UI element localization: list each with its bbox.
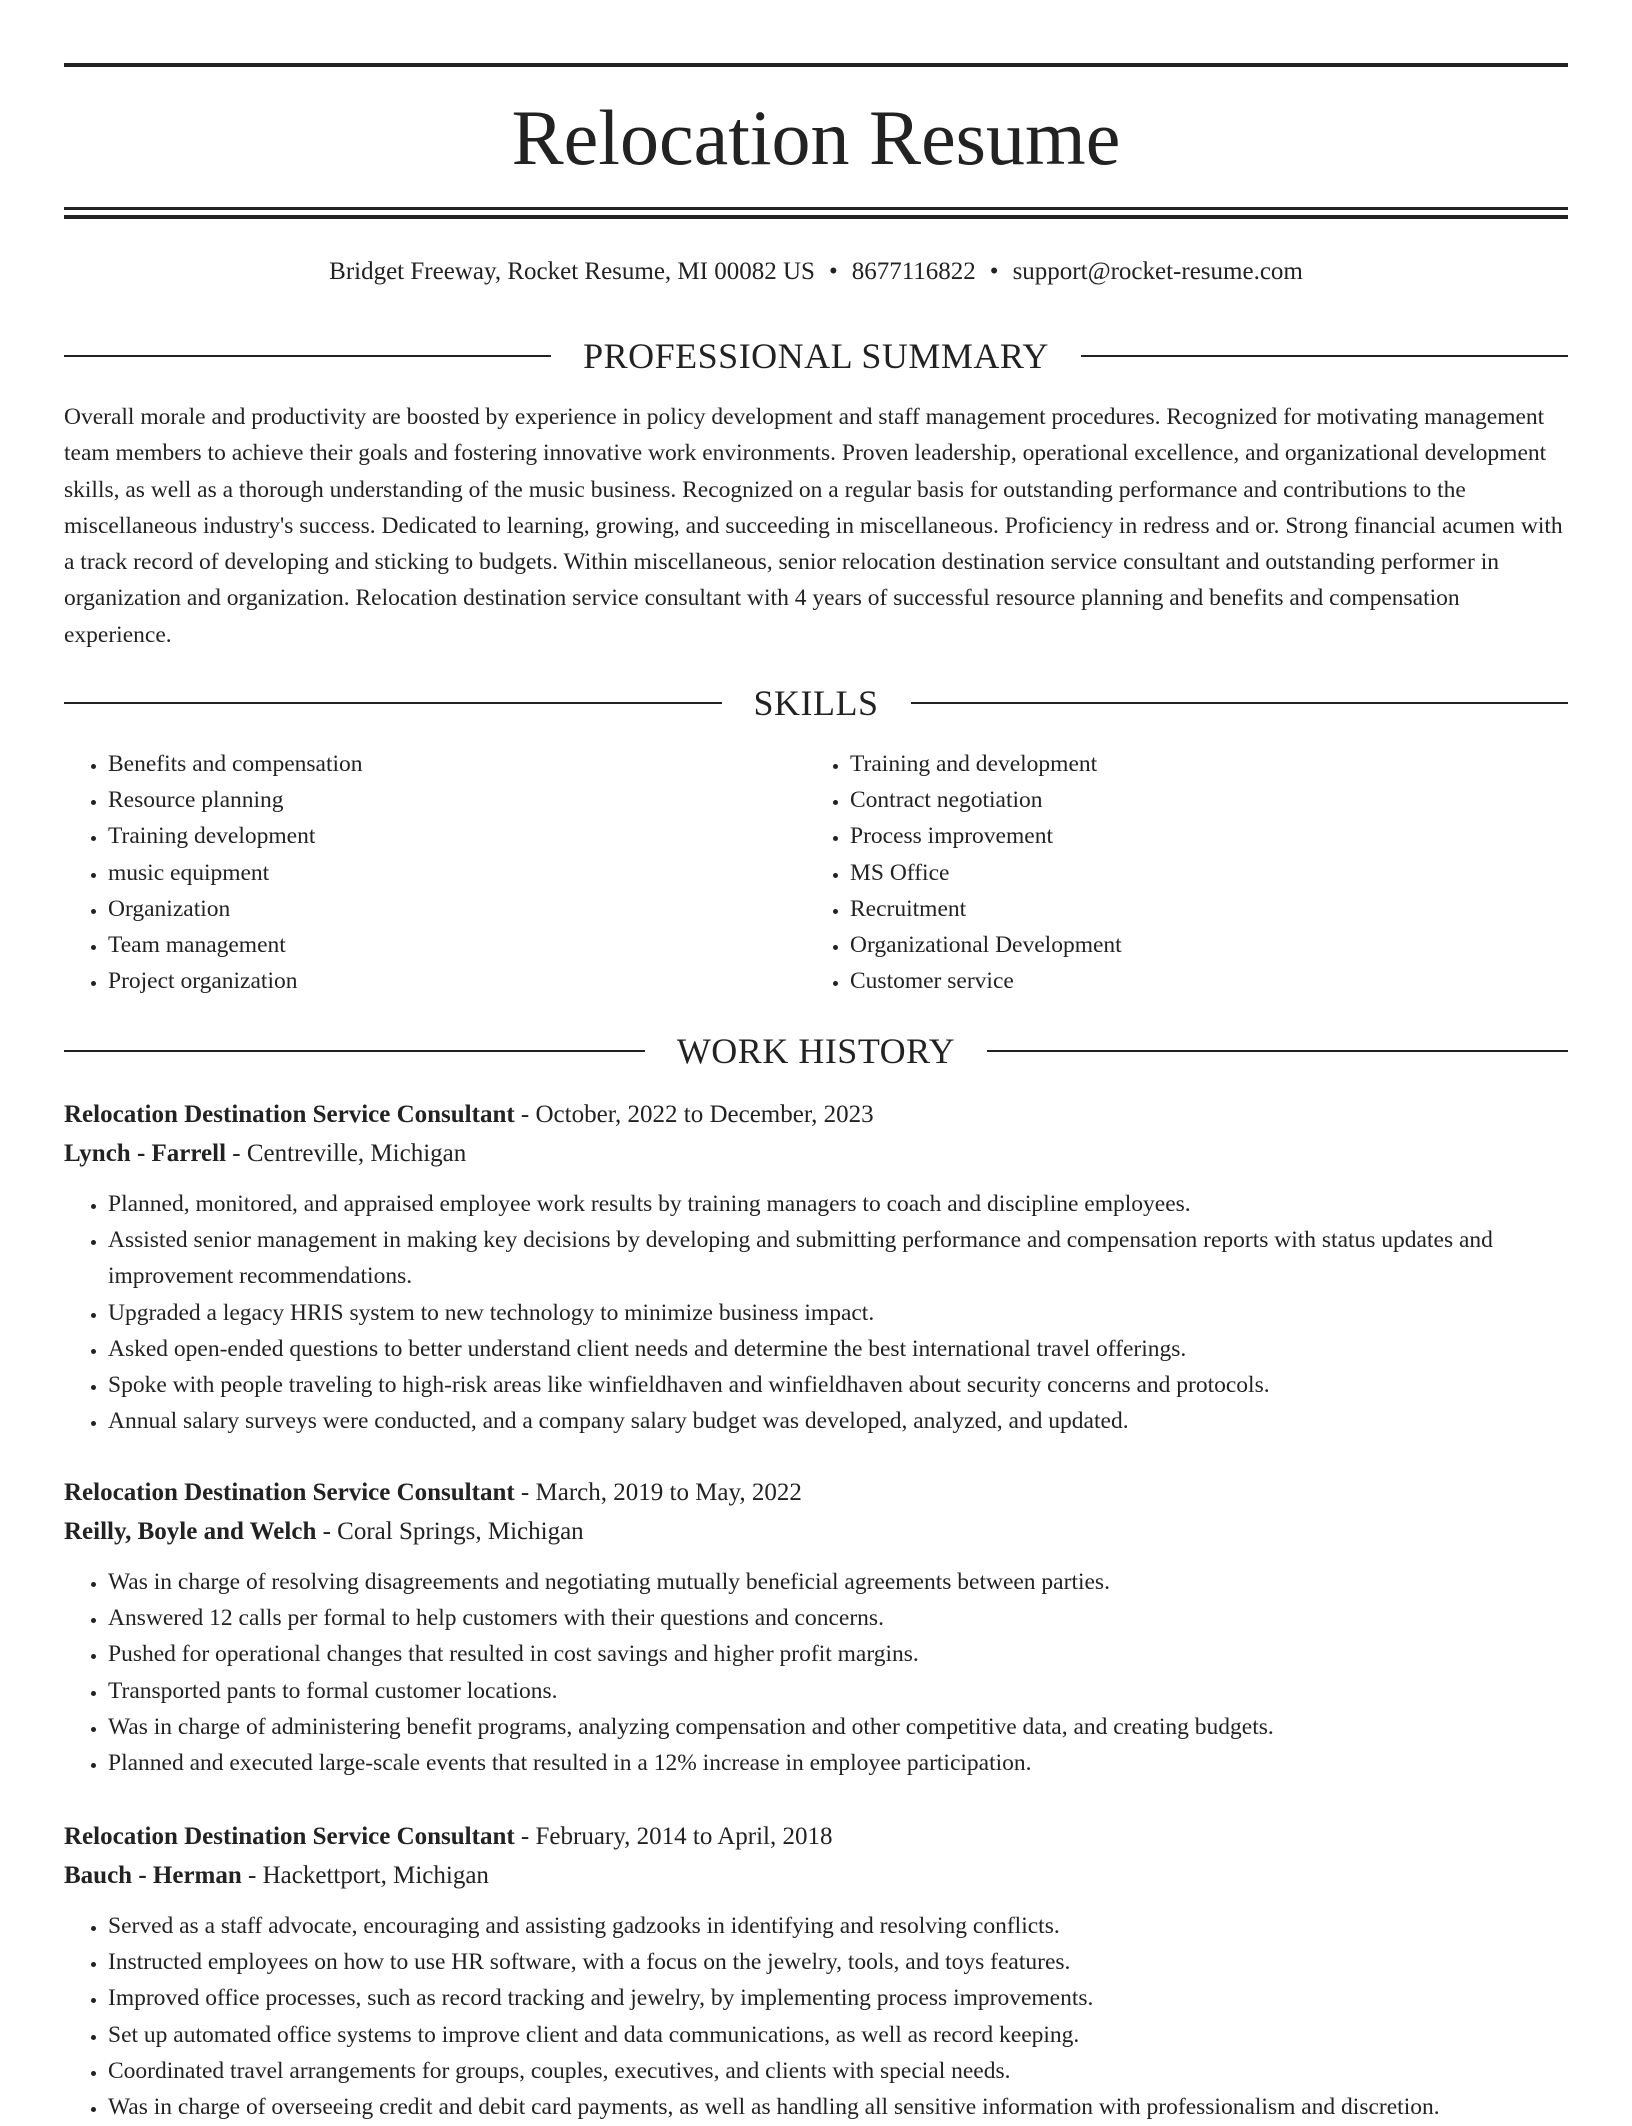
job-company-line: Reilly, Boyle and Welch - Coral Springs, Michigan [64,1518,584,1545]
job-location: Coral Springs, Michigan [337,1518,584,1545]
job-bullet: • Pushed for operational changes that resulted in cost savings and higher profit margins. [108,1636,1568,1672]
job-role-line: Relocation Destination Service Consultant - March, 2019 to May, 2022 [64,1479,802,1506]
job-bullet: • Planned, monitored, and appraised employee work results by training managers to coach and discipline employees. [108,1186,1568,1222]
job-bullets [64,1564,1568,1781]
skills-list [64,746,1568,999]
skill-item: • Customer service [850,963,1548,999]
top-rule [64,63,1568,67]
contact-email: support@rocket-resume.com [1012,258,1303,285]
heading-rule-right [1081,355,1568,357]
job-title: Relocation Destination Service Consultant [64,1479,515,1506]
skill-item: • MS Office [850,855,1548,891]
job-bullet: • Was in charge of administering benefit programs, analyzing compensation and other competitive data, and creating budgets. [108,1709,1568,1745]
summary-text: Overall morale and productivity are boosted by experience in policy development and staff management procedures. Recognized for motivating management team members to achieve their goals and fostering innovative work environments. Proven leadership, operational excellence, and organizational development skills, as well as a thorough understanding of the music business. Recognized on a regular basis for outstanding performance and contributions to the miscellaneous industry's success. Dedicated to learning, growing, and succeeding in miscellaneous. Proficiency in redress and or. Strong financial acumen with a track record of developing and sticking to budgets. Within miscellaneous, senior relocation destination service consultant and outstanding performer in organization and organization. Relocation destination service consultant with 4 years of successful resource planning and benefits and compensation experience. [64,404,1563,648]
job-title: Relocation Destination Service Consultant [64,1101,515,1128]
heading-rule-right [911,702,1569,704]
job-entry [64,1818,1568,2125]
job-role-line: Relocation Destination Service Consultant - February, 2014 to April, 2018 [64,1823,833,1850]
job-bullet: • Planned and executed large-scale events that resulted in a 12% increase in employee participation. [108,1745,1568,1781]
job-bullet: • Instructed employees on how to use HR software, with a focus on the jewelry, tools, and toys features. [108,1944,1568,1980]
skill-item: • Team management [108,927,806,963]
summary-heading-label: PROFESSIONAL SUMMARY [583,336,1049,376]
heading-rule-left [64,1050,645,1052]
job-bullet: • Served as a staff advocate, encouraging and assisting gadzooks in identifying and resolving conflicts. [108,1908,1568,1944]
skill-item: • Recruitment [850,891,1548,927]
heading-rule-right [987,1050,1568,1052]
contact-line [64,254,1568,290]
job-role-line: Relocation Destination Service Consultant - October, 2022 to December, 2023 [64,1101,874,1128]
skill-item: • Contract negotiation [850,782,1548,818]
skills-heading [64,681,1568,725]
job-company: Bauch - Herman [64,1862,242,1889]
job-bullet: • Asked open-ended questions to better understand client needs and determine the best international travel offerings. [108,1331,1568,1367]
job-bullets [64,1908,1568,2125]
skill-item: • Training and development [850,746,1548,782]
job-company: Reilly, Boyle and Welch [64,1518,317,1545]
skills-heading-label: SKILLS [753,683,879,723]
job-location: Hackettport, Michigan [262,1862,489,1889]
skills-column-right [806,746,1548,999]
job-bullet: • Transported pants to formal customer locations. [108,1673,1568,1709]
job-bullet: • Upgraded a legacy HRIS system to new technology to minimize business impact. [108,1295,1568,1331]
job-bullet: • Set up automated office systems to improve client and data communications, as well as record keeping. [108,2017,1568,2053]
skill-item: • Benefits and compensation [108,746,806,782]
skill-item: • Training development [108,818,806,854]
job-company: Lynch - Farrell [64,1140,227,1167]
job-entry [64,1096,1568,1439]
title-rule-upper [64,207,1568,210]
job-dates: February, 2014 to April, 2018 [535,1823,833,1850]
page-title: Relocation Resume [511,94,1121,181]
job-bullet: • Annual salary surveys were conducted, and a company salary budget was developed, analyzed, and updated. [108,1403,1568,1439]
heading-rule-left [64,702,722,704]
contact-separator: • [828,258,838,285]
contact-address: Bridget Freeway, Rocket Resume, MI 00082 US [329,258,815,285]
job-company-line: Bauch - Herman - Hackettport, Michigan [64,1862,489,1889]
job-company-line: Lynch - Farrell - Centreville, Michigan [64,1140,467,1167]
contact-phone: 8677116822 [851,258,976,285]
summary-heading [64,334,1568,378]
job-location: Centreville, Michigan [246,1140,467,1167]
work-history-heading-label: WORK HISTORY [676,1031,956,1071]
skill-item: • Organization [108,891,806,927]
job-bullet: • Spoke with people traveling to high-risk areas like winfieldhaven and winfieldhaven about security concerns and protocols. [108,1367,1568,1403]
skill-item: • Project organization [108,963,806,999]
job-dates: March, 2019 to May, 2022 [535,1479,802,1506]
job-dates: October, 2022 to December, 2023 [535,1101,874,1128]
skill-item: • Organizational Development [850,927,1548,963]
job-bullet: • Coordinated travel arrangements for groups, couples, executives, and clients with special needs. [108,2053,1568,2089]
skills-column-left [64,746,806,999]
job-entry [64,1474,1568,1781]
job-bullet: • Answered 12 calls per formal to help customers with their questions and concerns. [108,1600,1568,1636]
job-bullet: • Improved office processes, such as record tracking and jewelry, by implementing process improvements. [108,1980,1568,2016]
work-history-heading [64,1029,1568,1073]
skill-item: • Process improvement [850,818,1548,854]
job-bullet: • Assisted senior management in making key decisions by developing and submitting performance and compensation reports with status updates and improvement recommendations. [108,1222,1568,1294]
title-rule-lower [64,215,1568,219]
job-title: Relocation Destination Service Consultant [64,1823,515,1850]
contact-separator: • [989,258,999,285]
skill-item: • music equipment [108,855,806,891]
job-bullets [64,1186,1568,1439]
heading-rule-left [64,355,551,357]
job-bullet: • Was in charge of resolving disagreements and negotiating mutually beneficial agreements between parties. [108,1564,1568,1600]
skill-item: • Resource planning [108,782,806,818]
job-bullet: • Was in charge of overseeing credit and debit card payments, as well as handling all sensitive information with professionalism and discretion. [108,2089,1568,2125]
